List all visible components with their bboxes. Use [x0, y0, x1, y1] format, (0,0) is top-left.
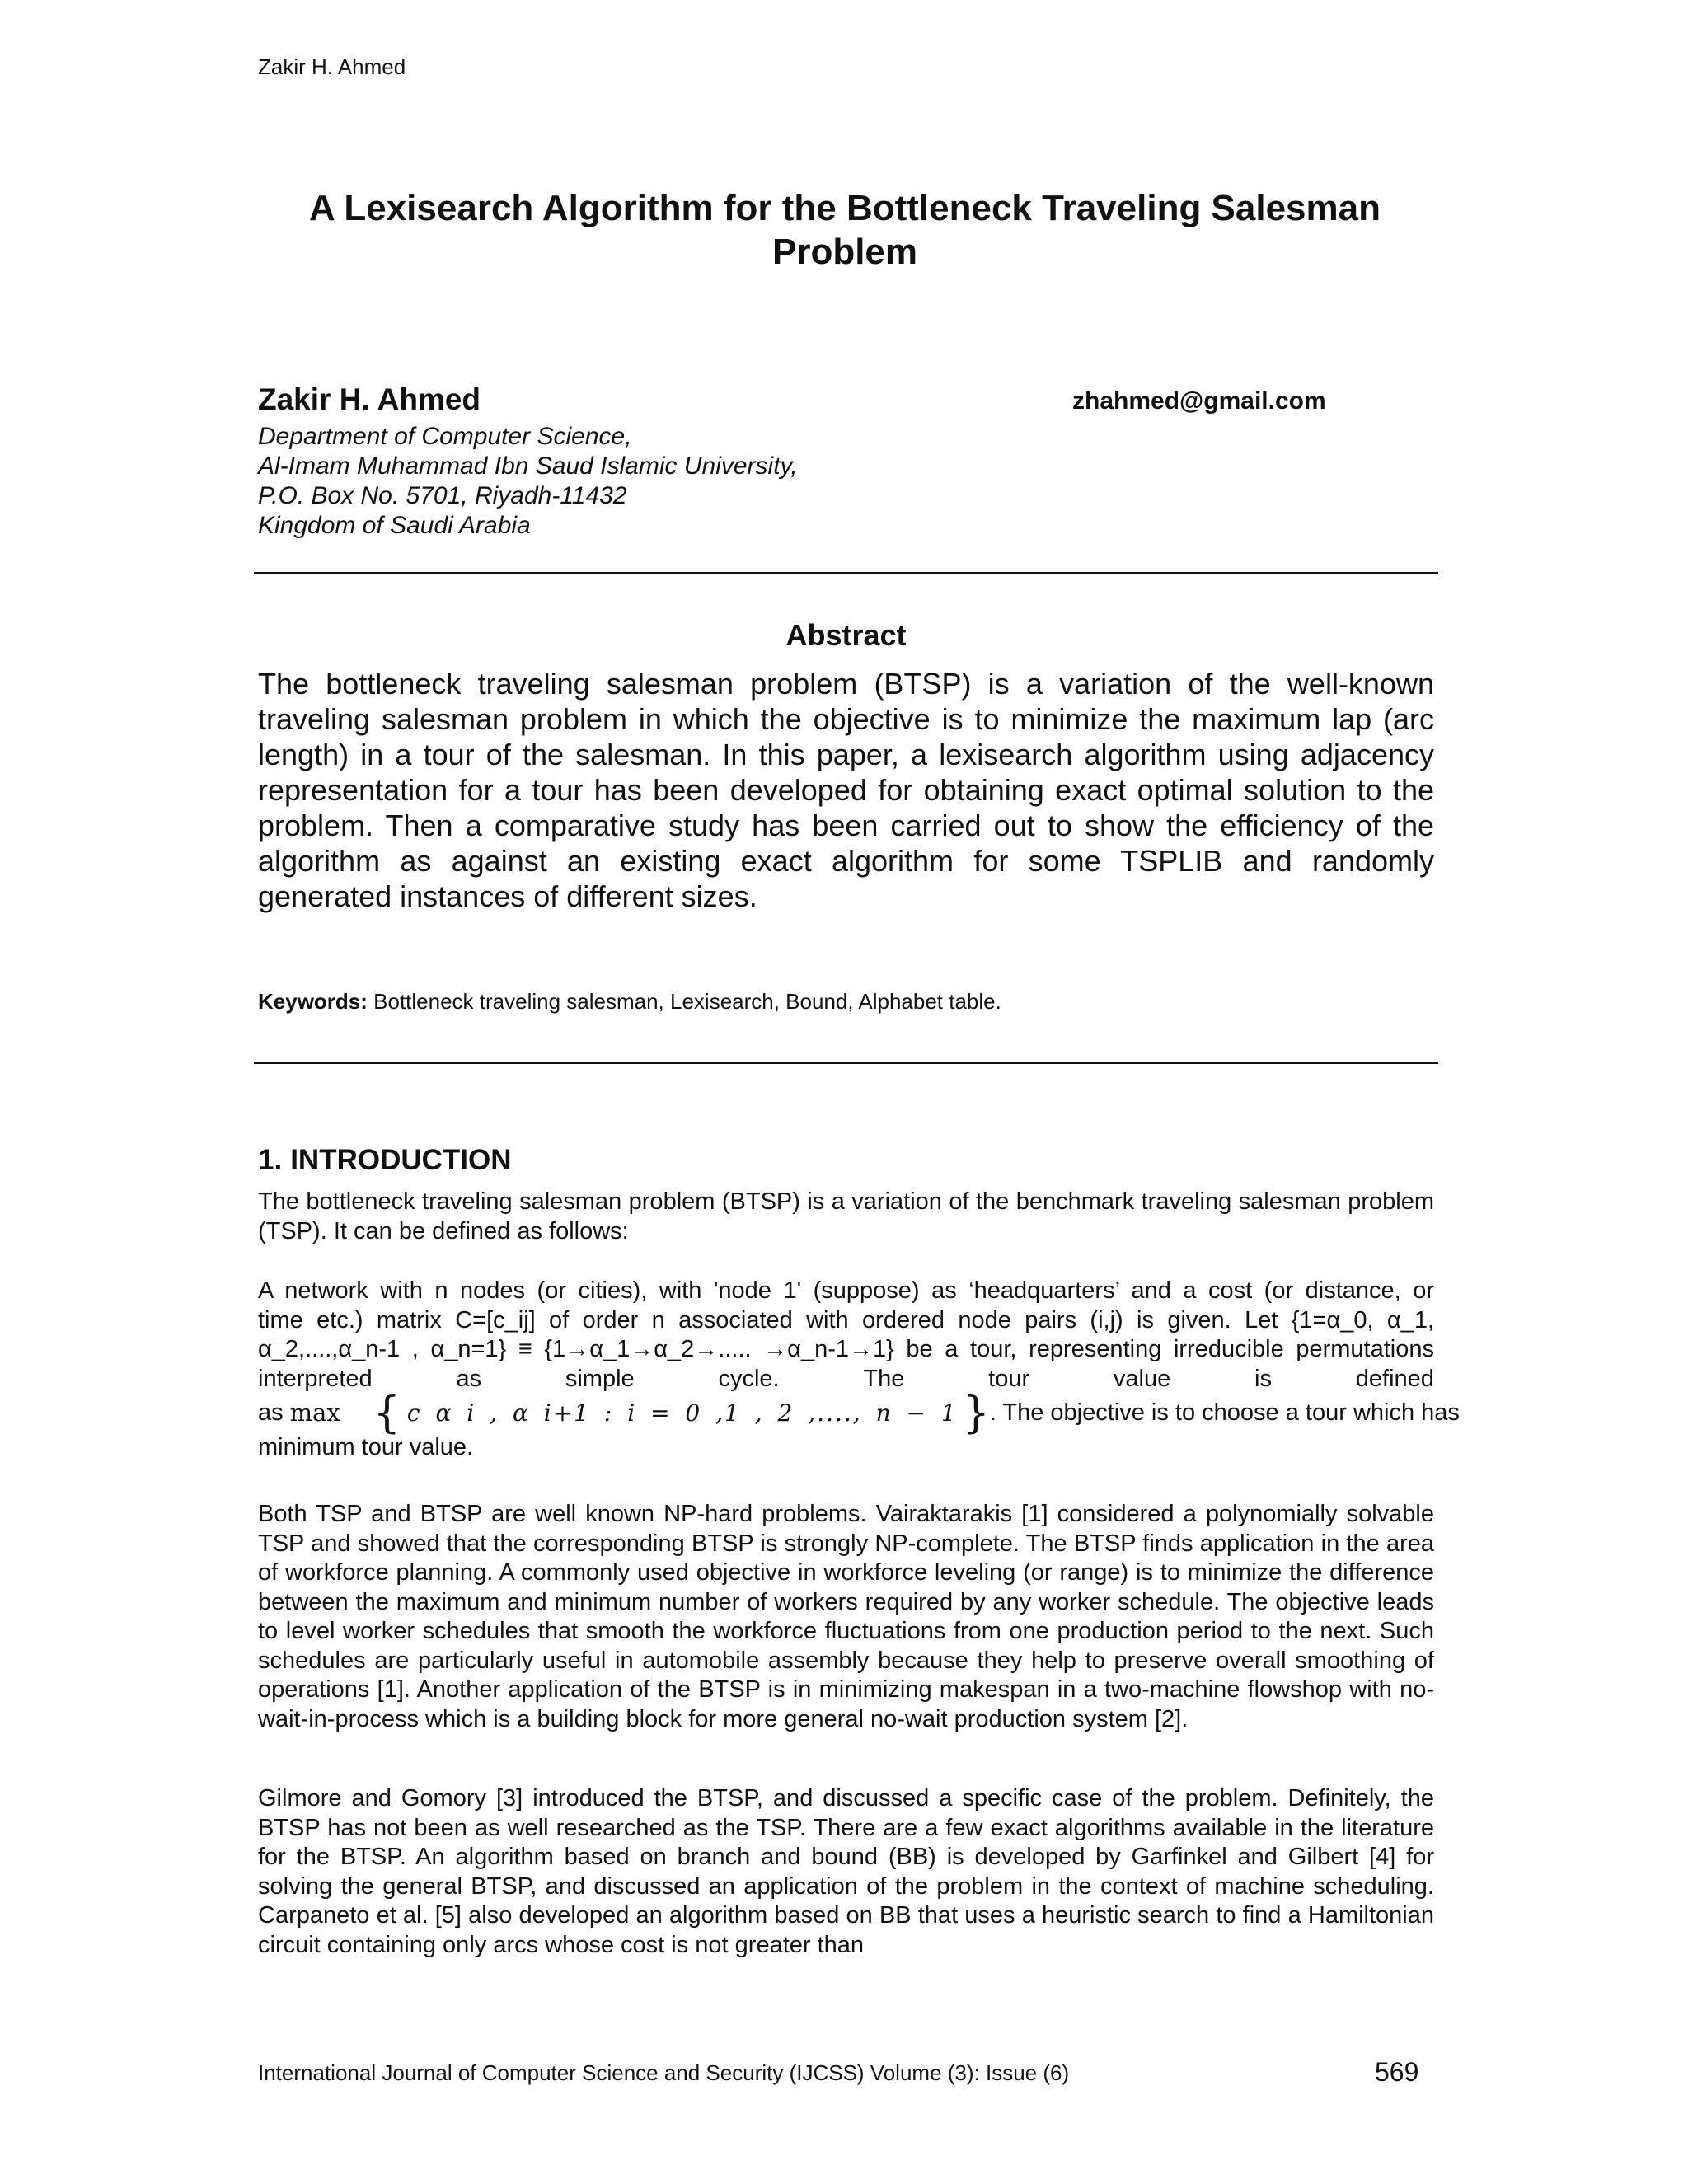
running-head: Zakir H. Ahmed — [258, 54, 406, 79]
intro-paragraph-2 — [258, 1277, 1460, 1463]
abstract-text: The bottleneck traveling salesman problem (BTSP) is a variation of the well-known traveling salesman problem in which the objective is to minimize the maximum lap (arc length) in a tour of the salesman. In this paper, a lexisearch algorithm using adjacency representation for a tour has been developed for obtaining exact optimal solution to the problem. Then a comparative study has been carried out to show the efficiency of the algorithm as against an existing exact algorithm for some TSPLIB and randomly generated instances of different sizes. — [258, 667, 1434, 913]
intro-paragraph-1: The bottleneck traveling salesman problem (BTSP) is a variation of the benchmark traveling salesman problem (TSP). It can be defined as follows: — [258, 1188, 1434, 1244]
word: cycle. — [718, 1365, 780, 1392]
formula-max: max — [289, 1399, 340, 1427]
paragraph-line: A network with n nodes (or cities), with 'node 1' (suppose) as ‘headquarters’ and a cost (or distance, or — [258, 1277, 1434, 1304]
journal-footer: International Journal of Computer Science and Security (IJCSS) Volume (3): Issue (6) — [258, 2060, 1070, 2085]
formula-suffix: . The objective is to choose a tour which has — [989, 1399, 1460, 1427]
author-affiliation — [258, 422, 798, 541]
word: simple — [565, 1365, 635, 1392]
word: as — [456, 1365, 482, 1392]
affiliation-line: P.O. Box No. 5701, Riyadh-11432 — [258, 482, 627, 509]
title-line-1: A Lexisearch Algorithm for the Bottleneck Traveling Salesman — [309, 188, 1381, 228]
keywords — [258, 989, 1001, 1015]
abstract-heading: Abstract — [785, 618, 907, 652]
affiliation-line: Kingdom of Saudi Arabia — [258, 512, 531, 539]
word: is — [1254, 1365, 1272, 1392]
word: defined — [1355, 1365, 1434, 1392]
paragraph-line: time etc.) matrix C=[c_ij] of order n associated with ordered node pairs (i,j) is given. Let {1=α_0, α_1, — [258, 1306, 1434, 1333]
paragraph-line — [258, 1365, 1434, 1394]
author-email[interactable]: zhahmed@gmail.com — [1072, 387, 1326, 415]
paragraph-line: minimum tour value. — [258, 1434, 474, 1460]
affiliation-line: Al-Imam Muhammad Ibn Saud Islamic University, — [258, 452, 798, 480]
formula-body: c α i , α i+1 : i = 0 ,1 , 2 ,...., n − 1 — [406, 1399, 958, 1427]
author-name: Zakir H. Ahmed — [258, 382, 481, 416]
keywords-label: Keywords: — [258, 989, 368, 1014]
left-brace-icon: { — [373, 1389, 401, 1438]
section-heading — [258, 1144, 512, 1177]
paper-title — [272, 186, 1418, 274]
word: The — [863, 1365, 905, 1392]
intro-paragraph-3: Both TSP and BTSP are well known NP-hard problems. Vairaktarakis [1] considered a polynomially solvable TSP and showed that the corresponding BTSP is strongly NP-complete. The BTSP finds application in the area of workforce planning. A commonly used objective in workforce leveling (or range) is to minimize the difference between the maximum and minimum number of workers required by any worker schedule. The objective leads to level worker schedules that smooth the workforce fluctuations from one production period to the next. Such schedules are particularly useful in automobile assembly because they help to preserve overall smoothing of operations [1]. Another application of the BTSP is in minimizing makespan in a two-machine flowshop with no-wait-in-process which is a building block for more general no-wait production system [2]. — [258, 1501, 1434, 1732]
formula-line — [258, 1389, 1460, 1438]
keywords-text: Bottleneck traveling salesman, Lexisearch, Bound, Alphabet table. — [373, 989, 1001, 1014]
formula-prefix: as — [258, 1399, 284, 1427]
section-number: 1. — [258, 1144, 283, 1176]
word: interpreted — [258, 1365, 373, 1392]
title-line-2: Problem — [771, 232, 918, 272]
section-title: INTRODUCTION — [290, 1144, 512, 1176]
page-number: 569 — [1375, 2057, 1419, 2087]
word: value — [1113, 1365, 1171, 1392]
word: tour — [988, 1365, 1030, 1392]
paragraph-line: α_2,....,α_n-1 , α_n=1} ≡ {1→α_1→α_2→..... →α_n-1→1} be a tour, representing irreducible permutations — [258, 1336, 1434, 1362]
affiliation-line: Department of Computer Science, — [258, 423, 632, 450]
divider-top — [254, 572, 1438, 574]
right-brace-icon: } — [962, 1389, 990, 1438]
intro-paragraph-4: Gilmore and Gomory [3] introduced the BTSP, and discussed a specific case of the problem. Definitely, the BTSP has not been as well researched as the TSP. There are a few exact algorithms available in the literature for the BTSP. An algorithm based on branch and bound (BB) is developed by Garfinkel and Gilbert [4] for solving the general BTSP, and discussed an application of the problem in the context of machine scheduling. Carpaneto et al. [5] also developed an algorithm based on BB that uses a heuristic search to find a Hamiltonian circuit containing only arcs whose cost is not greater than — [258, 1785, 1434, 1958]
divider-bottom — [254, 1062, 1438, 1064]
